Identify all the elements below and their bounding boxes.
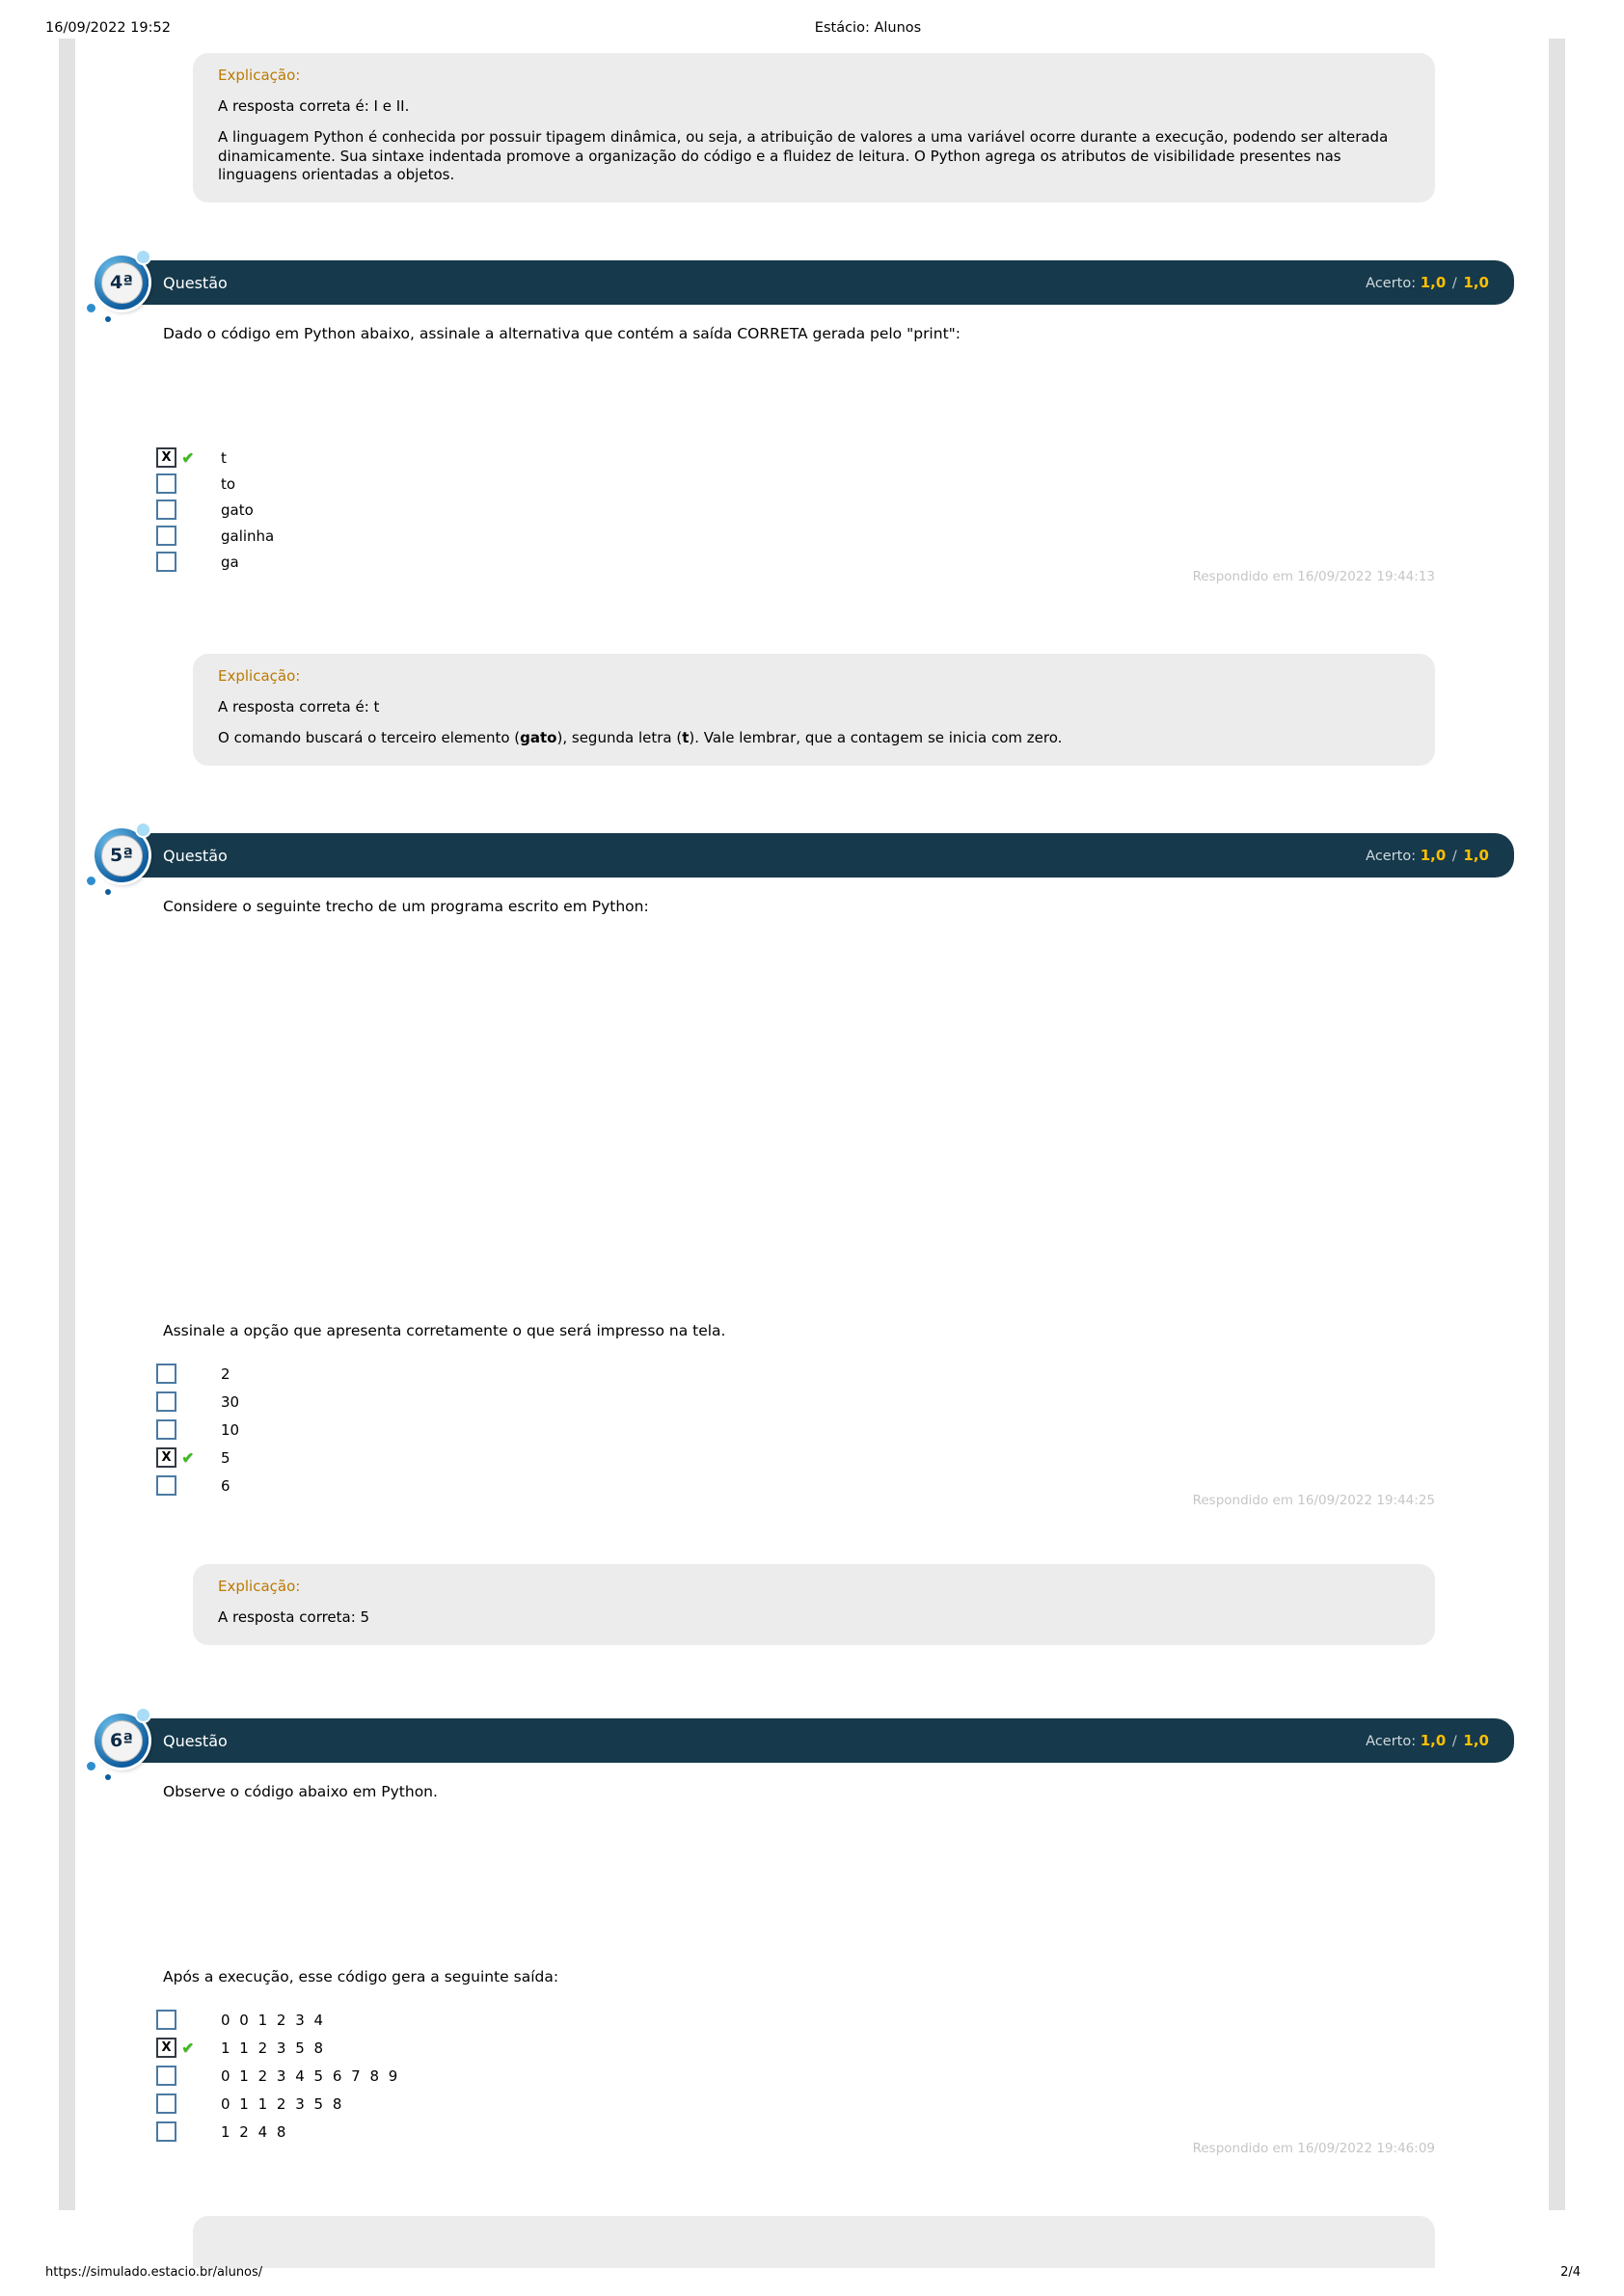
answer-option[interactable] <box>156 1416 239 1444</box>
score-total: 1,0 <box>1463 1732 1489 1749</box>
answer-option[interactable] <box>156 523 274 549</box>
checkbox-x-mark: X <box>161 1450 172 1465</box>
answered-timestamp: Respondido em 16/09/2022 19:44:13 <box>1192 569 1435 584</box>
explanation-body: A linguagem Python é conhecida por possuir tipagem dinâmica, ou seja, a atribuição de valores a uma variável ocorre durante a execução, podendo ser alterada dinamicamente. Sua sintaxe indentada promove a organização do código e a fluidez de leitura. O Python agrega os atributos de visibilidade presentes nas linguagens orientadas a objetos. <box>218 128 1389 183</box>
option-label: 6 <box>221 1476 230 1495</box>
explanation-label: Explicação: <box>218 1578 301 1595</box>
option-checkbox[interactable] <box>156 1419 176 1440</box>
explanation-label: Explicação: <box>218 667 301 685</box>
question-number-badge <box>95 828 149 882</box>
correct-answer-check-icon: ✔ <box>181 448 195 467</box>
question-header-bar <box>108 1718 1514 1763</box>
answer-option[interactable] <box>156 2118 400 2146</box>
answer-option[interactable] <box>156 445 274 471</box>
answer-option[interactable] <box>156 1360 239 1388</box>
option-checkbox[interactable] <box>156 473 176 494</box>
answer-option[interactable] <box>156 1444 239 1472</box>
decor-dot <box>87 877 95 885</box>
option-checkbox[interactable] <box>156 1447 176 1468</box>
explanation-box-partial <box>193 2216 1435 2268</box>
answer-option[interactable] <box>156 2090 400 2118</box>
option-checkbox[interactable] <box>156 1391 176 1412</box>
question-header-bar <box>108 833 1514 878</box>
option-checkbox[interactable] <box>156 526 176 546</box>
answered-timestamp: Respondido em 16/09/2022 19:46:09 <box>1192 2141 1435 2156</box>
explanation-detail: O comando buscará o terceiro elemento (gato), segunda letra (t). Vale lembrar, que a contagem se inicia com zero. <box>218 729 1063 746</box>
answer-option[interactable] <box>156 2062 400 2090</box>
option-label: 1 2 4 8 <box>221 2122 288 2141</box>
option-label: 1 1 2 3 5 8 <box>221 2039 326 2057</box>
acerto-label: Acerto: <box>1366 849 1417 864</box>
header-datetime: 16/09/2022 19:52 <box>45 20 171 36</box>
option-label: ga <box>221 553 239 571</box>
option-label: 2 <box>221 1364 230 1383</box>
score-display <box>1366 847 1489 864</box>
decor-dot <box>105 1774 111 1780</box>
footer-page-number: 2/4 <box>1560 2265 1581 2280</box>
option-checkbox[interactable] <box>156 2121 176 2142</box>
answer-option[interactable] <box>156 497 274 523</box>
decor-dot <box>135 249 151 265</box>
options-list <box>156 1360 239 1499</box>
question-prompt: Dado o código em Python abaixo, assinale a alternativa que contém a saída CORRETA gerada pelo "print": <box>163 325 961 342</box>
explanation-box <box>193 654 1435 766</box>
question-number-badge <box>95 1714 149 1768</box>
checkbox-x-mark: X <box>161 2040 172 2055</box>
options-list <box>156 445 274 575</box>
score-total: 1,0 <box>1463 847 1489 864</box>
option-checkbox[interactable] <box>156 500 176 520</box>
question-title-label: Questão <box>163 1731 228 1750</box>
question-header-bar <box>108 260 1514 305</box>
option-label: 5 <box>221 1448 230 1467</box>
decor-dot <box>135 822 151 838</box>
answered-timestamp: Respondido em 16/09/2022 19:44:25 <box>1192 1493 1435 1508</box>
question-number-badge <box>95 256 149 310</box>
explanation-answer-line: A resposta correta é: t <box>218 698 380 716</box>
option-label: 30 <box>221 1392 240 1411</box>
question-title-label: Questão <box>163 846 228 865</box>
question-prompt: Observe o código abaixo em Python. <box>163 1783 438 1800</box>
option-label: gato <box>221 500 254 519</box>
footer-url: https://simulado.estacio.br/alunos/ <box>45 2265 263 2280</box>
score-display <box>1366 1732 1489 1749</box>
decor-dot <box>105 316 111 322</box>
answer-option[interactable] <box>156 1388 239 1416</box>
option-checkbox[interactable] <box>156 447 176 468</box>
answer-option[interactable] <box>156 471 274 497</box>
explanation-box <box>193 1564 1435 1645</box>
question-instruction: Após a execução, esse código gera a seguinte saída: <box>163 1968 559 1985</box>
checkbox-x-mark: X <box>161 450 172 465</box>
option-checkbox[interactable] <box>156 2066 176 2086</box>
answer-option[interactable] <box>156 549 274 575</box>
correct-answer-check-icon: ✔ <box>181 1448 195 1467</box>
decor-dot <box>105 889 111 895</box>
page-margin-strip-right <box>1549 39 1565 2210</box>
option-checkbox[interactable] <box>156 1475 176 1496</box>
explanation-answer-line: A resposta correta: 5 <box>218 1608 370 1626</box>
options-list <box>156 2006 400 2146</box>
option-label: t <box>221 448 227 467</box>
option-checkbox[interactable] <box>156 1364 176 1384</box>
correct-answer-check-icon: ✔ <box>181 2039 195 2057</box>
answer-option[interactable] <box>156 2034 400 2062</box>
explanation-label: Explicação: <box>218 67 301 84</box>
decor-dot <box>135 1707 151 1723</box>
option-checkbox[interactable] <box>156 2093 176 2114</box>
decor-dot <box>87 1762 95 1770</box>
score-separator: / <box>1451 849 1457 864</box>
option-label: 0 1 1 2 3 5 8 <box>221 2094 344 2113</box>
explanation-answer-line: A resposta correta é: I e II. <box>218 97 410 115</box>
score-earned: 1,0 <box>1420 1732 1447 1749</box>
acerto-label: Acerto: <box>1366 276 1417 291</box>
option-checkbox[interactable] <box>156 2038 176 2058</box>
decor-dot <box>87 304 95 312</box>
question-number: 5ª <box>101 835 143 877</box>
question-number: 4ª <box>101 262 143 304</box>
header-title: Estácio: Alunos <box>814 20 922 36</box>
question-number: 6ª <box>101 1720 143 1762</box>
option-label: 0 0 1 2 3 4 <box>221 2011 326 2029</box>
acerto-label: Acerto: <box>1366 1734 1417 1749</box>
question-instruction: Assinale a opção que apresenta corretamente o que será impresso na tela. <box>163 1322 726 1339</box>
option-label: galinha <box>221 527 275 545</box>
score-earned: 1,0 <box>1420 274 1447 291</box>
answer-option[interactable] <box>156 2006 400 2034</box>
explanation-box <box>193 53 1435 203</box>
score-separator: / <box>1451 1734 1457 1749</box>
score-earned: 1,0 <box>1420 847 1447 864</box>
page-margin-strip-left <box>59 39 75 2210</box>
score-display <box>1366 274 1489 291</box>
answer-option[interactable] <box>156 1472 239 1499</box>
option-label: 0 1 2 3 4 5 6 7 8 9 <box>221 2066 400 2085</box>
question-prompt: Considere o seguinte trecho de um programa escrito em Python: <box>163 898 649 915</box>
option-checkbox[interactable] <box>156 552 176 572</box>
option-label: to <box>221 474 236 493</box>
option-label: 10 <box>221 1420 240 1439</box>
score-separator: / <box>1451 276 1457 291</box>
option-checkbox[interactable] <box>156 2010 176 2030</box>
question-title-label: Questão <box>163 273 228 292</box>
score-total: 1,0 <box>1463 274 1489 291</box>
